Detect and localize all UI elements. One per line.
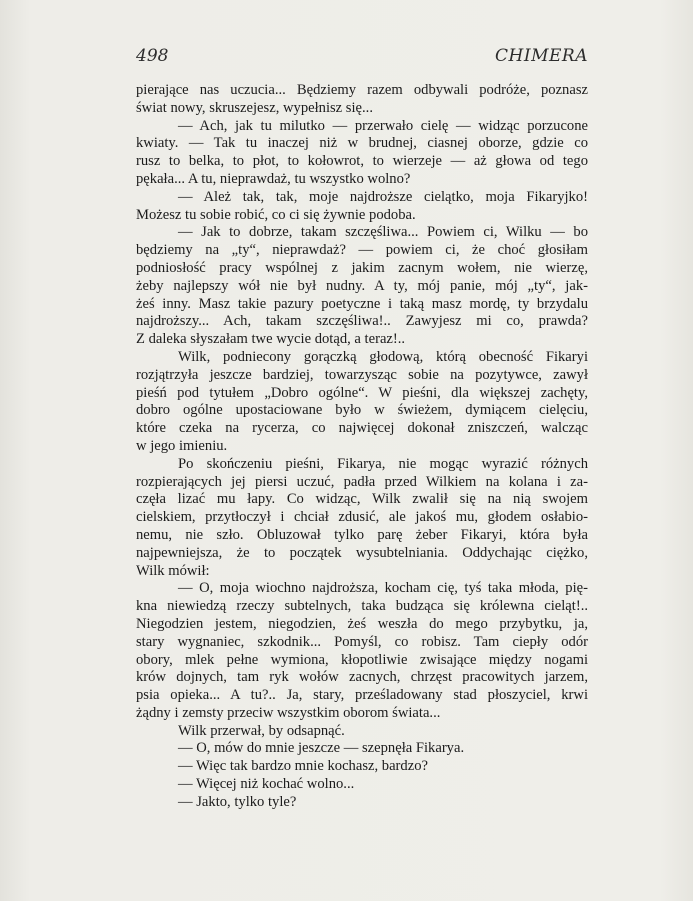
text-line: Wilk mówił:	[136, 562, 210, 579]
text-line: żeś inny. Masz takie pazury poetyczne i taką masz mordę, ty brzydalu	[136, 295, 588, 312]
text-line: — Jak to dobrze, takam szczęśliwa... Powiem ci, Wilku — bo	[178, 224, 588, 241]
text-line: stary wygnaniec, szkodnik... Pomyśl, co robisz. Tam ciepły odór	[136, 633, 588, 650]
page-header	[136, 46, 588, 70]
text-line: najdroższy... Ach, takam szczęśliwa!.. Zawyjesz mi co, prawda?	[136, 313, 588, 330]
text-line: Niegodzien jestem, niegodzien, żeś weszła do mego przybytku, ja,	[136, 615, 588, 632]
text-line: Z daleka słyszałam twe wycie dotąd, a teraz!..	[136, 331, 406, 348]
text-line: które czeka na rycerza, co najwięcej dokonał zniszczeń, walcząc	[136, 420, 588, 437]
text-line: podniosłość pracy wspólnej z jakim zacnym wołem, nie wierzę,	[136, 259, 588, 276]
text-line: kwiaty. — Tak tu inaczej niż w brudnej, ciasnej oborze, gdzie co	[136, 135, 588, 152]
text-line: żeby najlepszy wół nie był nudny. A ty, mój panie, mój „ty“, jak-	[136, 277, 588, 294]
text-line: — Jakto, tylko tyle?	[178, 793, 297, 810]
text-line: — O, moja wiochno najdroższa, kocham cię, tyś taka młoda, pię-	[178, 580, 588, 597]
text-line: rozpierających jej piersi uczuć, padła przed Wilkiem na kolana i za-	[136, 473, 588, 490]
text-line: — O, mów do mnie jeszcze — szepnęła Fikarya.	[178, 740, 465, 757]
text-line: dobro ogólne upostaciowane było w świeżem, dymiącem cielęciu,	[136, 402, 588, 419]
text-line: Wilk, podniecony gorączką głodową, którą obecność Fikaryi	[178, 348, 588, 365]
text-line: świat nowy, skruszejesz, wypełnisz się...	[136, 99, 373, 116]
text-line: — Więc tak bardzo mnie kochasz, bardzo?	[178, 758, 428, 775]
text-line: — Więcej niż kochać wolno...	[178, 776, 355, 793]
text-line: rozjątrzyła jeszcze bardziej, towarzysząc sobie na pozytywce, zawył	[136, 366, 588, 383]
text-line: — Ach, jak tu milutko — przerwało cielę — widząc porzucone	[178, 117, 588, 134]
text-line: — Ależ tak, tak, moje najdroższe cielątko, moja Fikaryjko!	[178, 188, 588, 205]
text-line: krów dojnych, tam ryk wołów zacnych, chrzęst pracowitych jarzem,	[136, 669, 588, 686]
running-title: CHIMERA	[495, 46, 588, 66]
text-line: w jego imieniu.	[136, 437, 228, 454]
text-line: psia opieka... A tu?.. Ja, stary, prześladowany stad płoszyciel, krwi	[136, 687, 588, 704]
body-text	[136, 82, 588, 812]
text-line: pierające nas uczucia... Będziemy razem odbywali podróże, poznasz	[136, 82, 588, 98]
text-line: Po skończeniu pieśni, Fikarya, nie mogąc wyrazić różnych	[178, 455, 588, 472]
text-line: kna niewiedzą rzeczy subtelnych, taka budząca się królewna cieląt!..	[136, 598, 588, 615]
text-line: pieśń pod tytułem „Dobro ogólne“. W pieśni, dla większej zachęty,	[136, 384, 588, 401]
page-number: 498	[136, 46, 169, 66]
text-line: częła lizać mu łapy. Co widząc, Wilk zwalił się na nią swojem	[136, 491, 588, 508]
text-line: pękała... A tu, nieprawdaż, tu wszystko wolno?	[136, 170, 411, 187]
text-line: nemu, nie szło. Obluzował tylko parę żeber Fikaryi, która była	[136, 526, 588, 543]
text-line: rusz to belka, to płot, to kołowrot, to wierzeje — aż głowa od tego	[136, 153, 588, 170]
text-line: będziemy na „ty“, nieprawdaż? — powiem ci, że choć głosiłam	[136, 242, 588, 259]
text-line: najpewniejsza, że to początek wysubtelniania. Oddychając ciężko,	[136, 544, 588, 561]
text-line: obory, mlek pełne wymiona, kłopotliwie zwisające między nogami	[136, 651, 588, 668]
text-line: żądny i zemsty przeciw wszystkim oborom świata...	[136, 704, 441, 721]
text-line: Wilk przerwał, by odsapnąć.	[178, 722, 345, 739]
text-line: cielskiem, przytłoczył i chciał zdusić, ale jakoś mu, głodem osłabio-	[136, 509, 588, 526]
text-line: Możesz tu sobie robić, co ci się żywnie podoba.	[136, 206, 416, 223]
